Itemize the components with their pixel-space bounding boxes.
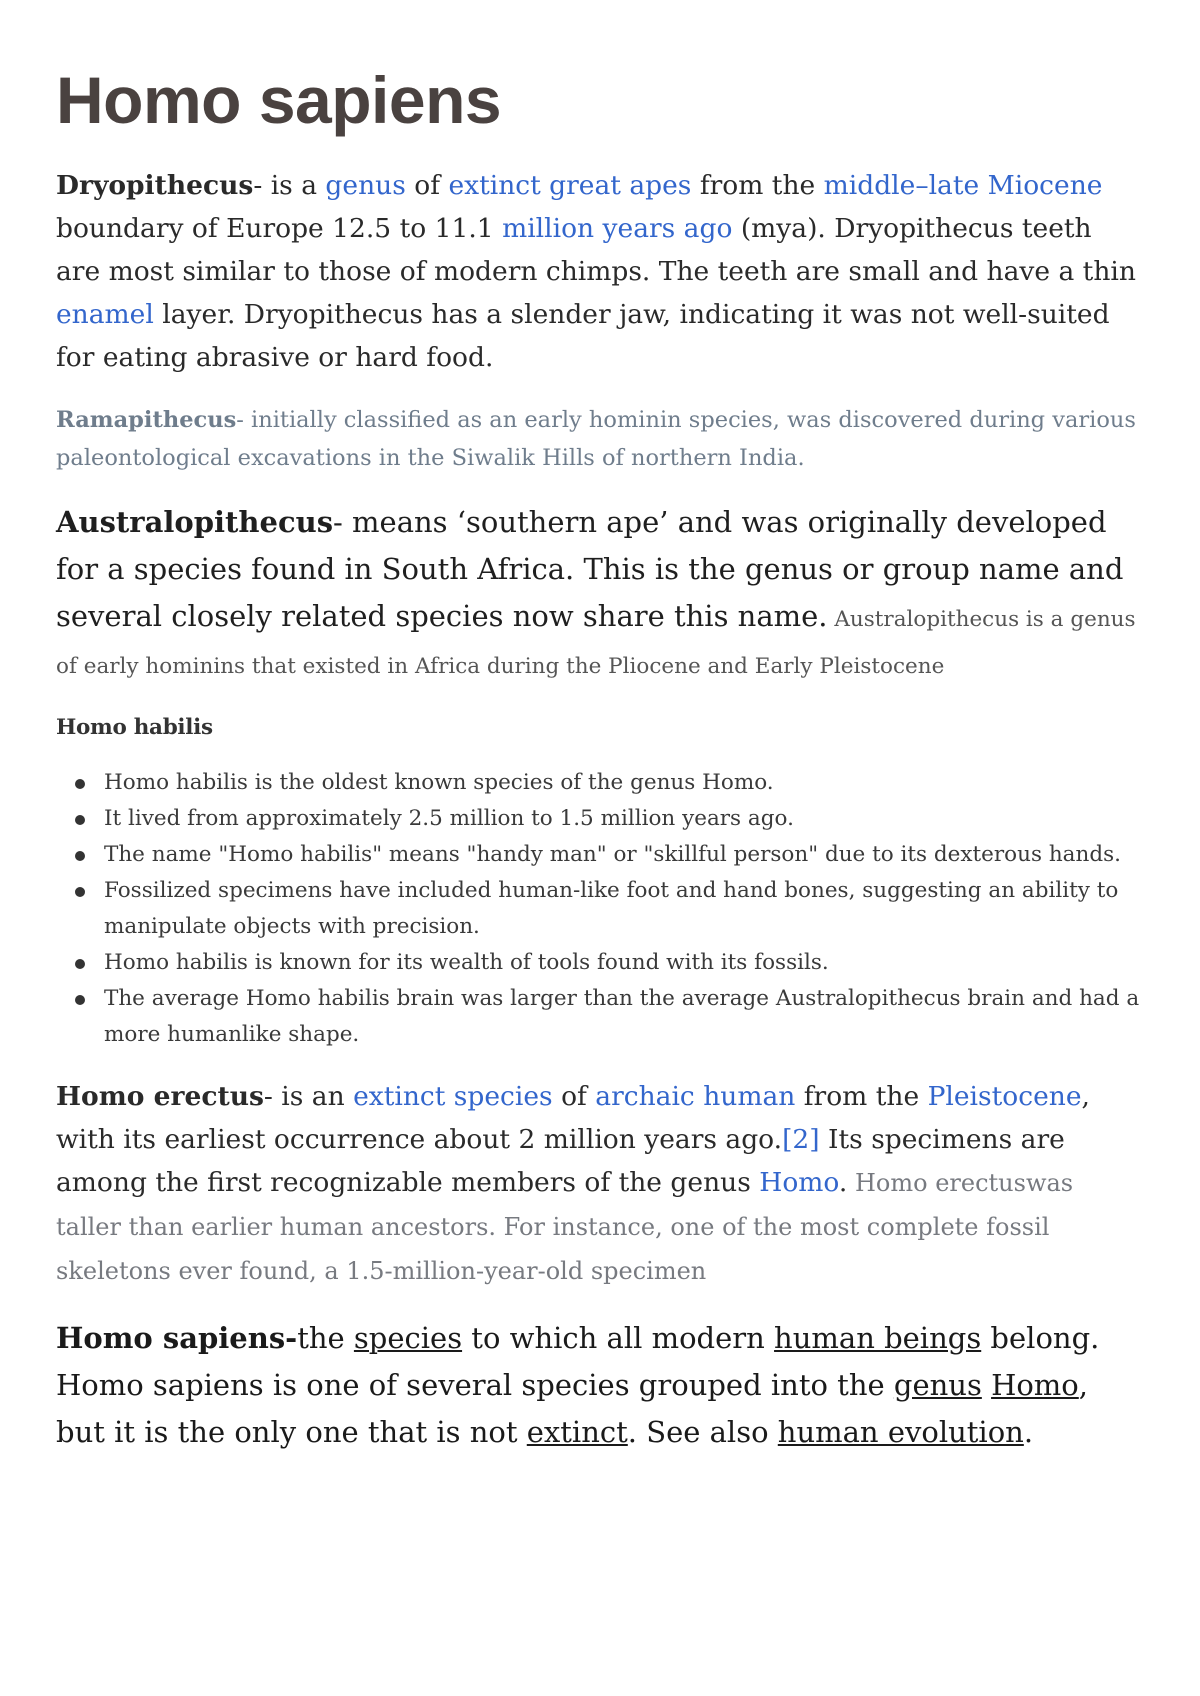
list-item-text: Homo habilis is known for its wealth of tools found with its fossils.: [104, 950, 829, 975]
ramapithecus-paragraph: [56, 401, 1144, 477]
link-extinct-great-apes[interactable]: extinct great apes: [448, 170, 692, 201]
text-span: .: [1023, 1415, 1034, 1449]
list-item-text: Homo habilis is the oldest known species of the genus Homo.: [104, 770, 774, 795]
dryopithecus-paragraph: [56, 164, 1144, 379]
list-item-text: It lived from approximately 2.5 million to 1.5 million years ago.: [104, 806, 794, 831]
list-item: [104, 981, 1144, 1053]
text-span: of: [552, 1081, 596, 1112]
text-span: , with its earliest occurrence about 2 million years ago.: [56, 1081, 1090, 1155]
bullet-icon: [75, 815, 85, 825]
text-span: (mya). Dryopithecus teeth are most similar to those of modern chimps. The teeth are small and have a thin: [56, 213, 1136, 287]
list-item: [104, 945, 1144, 981]
text-span: [982, 1368, 991, 1402]
page-title: Homo sapiens: [56, 63, 502, 137]
text-span: from the: [795, 1081, 928, 1112]
link-homo[interactable]: Homo: [759, 1167, 839, 1198]
text-span: belong. Homo sapiens is one of several species grouped into the: [56, 1321, 1100, 1402]
link-species[interactable]: species: [353, 1321, 463, 1355]
ramapithecus-term: Ramapithecus: [56, 407, 237, 433]
text-span: . See also: [627, 1415, 778, 1449]
list-item: [104, 837, 1144, 873]
text-span: layer. Dryopithecus has a slender jaw, indicating it was not well-suited for eating abrasive or hard food.: [56, 299, 1110, 373]
list-item-text: The name "Homo habilis" means "handy man" or "skillful person" due to its dexterous hands.: [104, 842, 1121, 867]
homo-erectus-paragraph: [56, 1075, 1144, 1293]
bullet-icon: [75, 959, 85, 969]
text-span: Homo erectuswas taller than earlier human ancestors. For instance, one of the most complete fossil skeletons ever found, a 1.5-million-year-old specimen: [56, 1169, 1074, 1285]
link-homo-2[interactable]: Homo: [991, 1368, 1079, 1402]
text-span: to which all modern: [462, 1321, 775, 1355]
text-span: Australopithecus is a genus of early hominins that existed in Africa during the Pliocene and Early Pleistocene: [56, 607, 1136, 679]
list-item-text: The average Homo habilis brain was larger than the average Australopithecus brain and had a more humanlike shape.: [104, 986, 1140, 1047]
dryopithecus-term: Dryopithecus: [56, 170, 254, 201]
link-reference-2[interactable]: [2]: [782, 1124, 820, 1155]
text-span: - initially classified as an early hominin species, was discovered during various paleontological excavations in the Siwalik Hills of northern India.: [56, 407, 1136, 471]
text-span: boundary of Europe 12.5 to 11.1: [56, 213, 503, 244]
text-span: from the: [691, 170, 824, 201]
text-span: of: [405, 170, 449, 201]
bullet-icon: [75, 995, 85, 1005]
homo-sapiens-paragraph: [56, 1315, 1144, 1456]
text-span: .: [838, 1167, 848, 1198]
list-item-text: Fossilized specimens have included human-like foot and hand bones, suggesting an ability to manipulate objects with precision.: [104, 878, 1119, 939]
text-span: the: [297, 1321, 354, 1355]
text-span: - is a: [253, 170, 326, 201]
list-item: [104, 873, 1144, 945]
australopithecus-paragraph: [56, 499, 1144, 687]
bullet-icon: [75, 779, 85, 789]
text-span: - means ‘southern ape’ and was originally developed for a species found in South Africa. This is the genus or group name and several closely related species now share this name.: [56, 505, 1124, 633]
link-human-evolution[interactable]: human evolution: [777, 1415, 1024, 1449]
list-item: [104, 765, 1144, 801]
link-enamel[interactable]: enamel: [56, 299, 154, 330]
link-genus-2[interactable]: genus: [893, 1368, 982, 1402]
homo-erectus-term: Homo erectus: [56, 1081, 264, 1112]
bullet-icon: [75, 887, 85, 897]
link-middle-late-miocene[interactable]: middle–late Miocene: [823, 170, 1103, 201]
bullet-icon: [75, 851, 85, 861]
homo-habilis-heading: Homo habilis: [56, 715, 213, 740]
text-span: - is an: [263, 1081, 354, 1112]
link-human-beings[interactable]: human beings: [774, 1321, 982, 1355]
homo-sapiens-term: Homo sapiens-: [56, 1321, 298, 1355]
link-million-years-ago[interactable]: million years ago: [502, 213, 733, 244]
text-span: , but it is the only one that is not: [56, 1368, 1088, 1449]
list-item: [104, 801, 1144, 837]
link-extinct[interactable]: extinct: [526, 1415, 628, 1449]
link-archaic-human[interactable]: archaic human: [595, 1081, 796, 1112]
homo-habilis-list: [56, 765, 1144, 1053]
text-span: Its specimens are among the first recognizable members of the genus: [56, 1124, 1065, 1198]
australopithecus-term: Australopithecus: [56, 505, 334, 539]
link-pleistocene[interactable]: Pleistocene: [927, 1081, 1082, 1112]
link-extinct-species[interactable]: extinct species: [353, 1081, 553, 1112]
link-genus[interactable]: genus: [325, 170, 406, 201]
